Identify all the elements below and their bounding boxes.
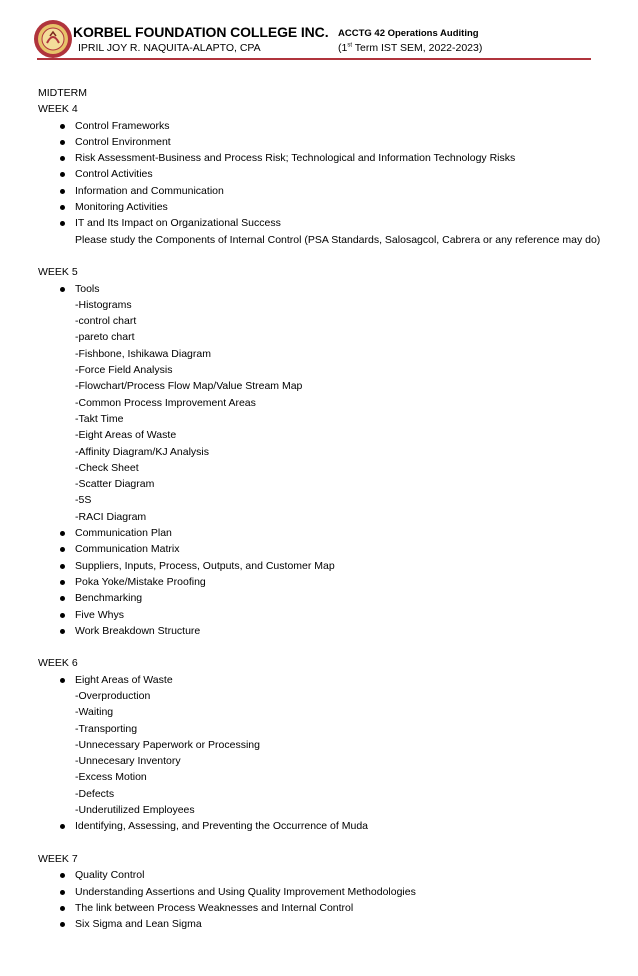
week5-list — [38, 281, 608, 297]
sub-item: -Check Sheet — [75, 461, 139, 474]
bullet-icon — [60, 613, 65, 618]
bullet-icon — [60, 221, 65, 226]
bullet-icon — [60, 824, 65, 829]
list-item: Benchmarking — [38, 590, 608, 606]
bullet-icon — [60, 140, 65, 145]
header-divider — [37, 58, 591, 60]
list-item: Five Whys — [38, 607, 608, 623]
list-item: Risk Assessment-Business and Process Risk; Technological and Information Technology Risks — [38, 150, 608, 166]
course-title: ACCTG 42 Operations Auditing — [338, 28, 479, 39]
bullet-icon — [60, 156, 65, 161]
sub-item: -Excess Motion — [75, 771, 147, 784]
list-item: Eight Areas of Waste — [38, 672, 608, 688]
document-header — [0, 0, 638, 64]
week4-note: Please study the Components of Internal Control (PSA Standards, Salosagcol, Cabrera or any reference may do) — [75, 233, 601, 246]
sub-item: -5S — [75, 494, 92, 507]
list-item: Information and Communication — [38, 183, 608, 199]
bullet-icon — [60, 890, 65, 895]
college-seal-icon — [33, 19, 73, 59]
week6-heading: WEEK 6 — [38, 657, 78, 670]
sub-item: -Waiting — [75, 706, 114, 719]
list-item: Control Activities — [38, 166, 608, 182]
week6-list — [38, 672, 608, 688]
bullet-icon — [60, 906, 65, 911]
sub-item: -Takt Time — [75, 412, 124, 425]
tools-sublist — [38, 297, 608, 525]
bullet-icon — [60, 287, 65, 292]
list-item: IT and Its Impact on Organizational Success — [38, 215, 608, 231]
list-item: Work Breakdown Structure — [38, 623, 608, 639]
list-item: Quality Control — [38, 867, 608, 883]
list-item: Poka Yoke/Mistake Proofing — [38, 574, 608, 590]
sub-item: -Underutilized Employees — [75, 804, 195, 817]
bullet-icon — [60, 596, 65, 601]
bullet-icon — [60, 564, 65, 569]
sub-item: -control chart — [75, 315, 137, 328]
document-body — [38, 85, 608, 932]
week7-list — [38, 867, 608, 932]
week6-list-continued — [38, 818, 608, 834]
list-item: Control Frameworks — [38, 118, 608, 134]
sub-item: -Defects — [75, 787, 115, 800]
bullet-icon — [60, 189, 65, 194]
sub-item: -Scatter Diagram — [75, 478, 155, 491]
list-item: Control Environment — [38, 134, 608, 150]
sub-item: -Eight Areas of Waste — [75, 429, 177, 442]
list-item: Communication Plan — [38, 525, 608, 541]
bullet-icon — [60, 922, 65, 927]
sub-item: -Unnecessary Paperwork or Processing — [75, 738, 260, 751]
sub-item: -Unnecesary Inventory — [75, 755, 181, 768]
bullet-icon — [60, 547, 65, 552]
bullet-icon — [60, 629, 65, 634]
week5-heading: WEEK 5 — [38, 266, 78, 279]
instructor-name: IPRIL JOY R. NAQUITA-ALAPTO, CPA — [78, 42, 261, 54]
bullet-icon — [60, 124, 65, 129]
week4-heading: WEEK 4 — [38, 103, 78, 116]
midterm-heading: MIDTERM — [38, 87, 87, 99]
sub-item: -pareto chart — [75, 331, 135, 344]
list-item: Communication Matrix — [38, 541, 608, 557]
sub-item: -Affinity Diagram/KJ Analysis — [75, 445, 210, 458]
sub-item: -Force Field Analysis — [75, 364, 173, 377]
week5-list-continued — [38, 525, 608, 639]
list-item: Tools — [38, 281, 608, 297]
sub-item: -Flowchart/Process Flow Map/Value Stream Map — [75, 380, 303, 393]
bullet-icon — [60, 205, 65, 210]
list-item: Six Sigma and Lean Sigma — [38, 916, 608, 932]
list-item: Identifying, Assessing, and Preventing the Occurrence of Muda — [38, 818, 608, 834]
bullet-icon — [60, 531, 65, 536]
bullet-icon — [60, 172, 65, 177]
bullet-icon — [60, 580, 65, 585]
sub-item: -Fishbone, Ishikawa Diagram — [75, 347, 211, 360]
sub-item: -RACI Diagram — [75, 510, 147, 523]
term-info: (1st Term IST SEM, 2022-2023) — [338, 42, 483, 54]
waste-sublist — [38, 688, 608, 818]
college-name: KORBEL FOUNDATION COLLEGE INC. — [73, 24, 329, 40]
bullet-icon — [60, 873, 65, 878]
sub-item: -Histograms — [75, 298, 132, 311]
list-item: Suppliers, Inputs, Process, Outputs, and Customer Map — [38, 558, 608, 574]
list-item: The link between Process Weaknesses and Internal Control — [38, 900, 608, 916]
list-item: Understanding Assertions and Using Quality Improvement Methodologies — [38, 884, 608, 900]
bullet-icon — [60, 678, 65, 683]
sub-item: -Common Process Improvement Areas — [75, 396, 256, 409]
week7-heading: WEEK 7 — [38, 852, 78, 865]
week4-list — [38, 118, 608, 232]
list-item: Monitoring Activities — [38, 199, 608, 215]
sub-item: -Transporting — [75, 722, 138, 735]
sub-item: -Overproduction — [75, 689, 151, 702]
